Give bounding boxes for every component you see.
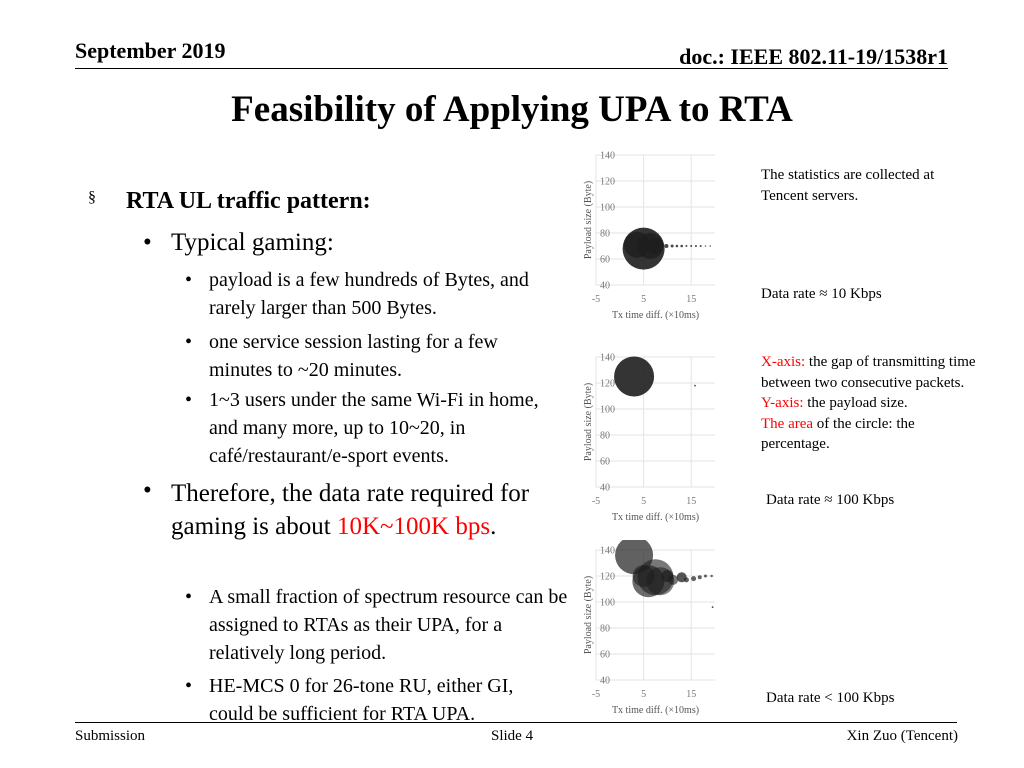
footer-submission: Submission: [75, 728, 146, 744]
y-tick-label: 80: [600, 623, 610, 635]
y-axis-title: Payload size (Byte): [583, 180, 594, 260]
bullet-dot: •: [185, 675, 193, 697]
scatter-chart-3: [575, 540, 755, 720]
footer-slide-number: Slide 4: [491, 728, 534, 744]
bullet-users: 1~3 users under the same Wi-Fi in home, and many more, up to 10~20, in café/restaurant/e-sport events.: [209, 389, 539, 467]
data-point: [698, 575, 702, 579]
note-data-rate-2: Data rate ≈ 100 Kbps: [766, 492, 895, 508]
data-point: [704, 575, 707, 578]
x-tick-label: 15: [686, 689, 697, 700]
x-axis-title: Tx time diff. (×10ms): [611, 705, 700, 716]
footer-divider: [75, 722, 957, 723]
y-tick-label: 100: [600, 202, 615, 214]
y-axis-title: Payload size (Byte): [583, 382, 594, 462]
y-tick-label: 60: [600, 456, 610, 468]
area-label: The area: [761, 415, 814, 432]
data-point: [684, 577, 689, 582]
data-point: [695, 245, 697, 247]
data-point: [658, 243, 664, 249]
scatter-chart-2: [575, 347, 755, 527]
data-point: [709, 245, 711, 247]
bullet-dot: •: [185, 331, 193, 353]
x-tick-label: -5: [591, 294, 601, 305]
plot-area: [596, 357, 715, 487]
data-point: [676, 245, 679, 248]
x-axis-title: Tx time diff. (×10ms): [611, 512, 700, 523]
note-axis-legend: X-axis: the gap of transmitting time between two consecutive packets. Y-axis: the payload size. The area of the circle: the percentage.: [761, 354, 976, 452]
bullet-session: one service session lasting for a few minutes to ~20 minutes.: [209, 331, 498, 381]
header-divider: [75, 68, 948, 69]
y-tick-label: 100: [600, 404, 615, 416]
bullet-typical-gaming: Typical gaming:: [171, 229, 334, 256]
bullet-he-mcs: HE-MCS 0 for 26-tone RU, either GI, could be sufficient for RTA UPA.: [209, 675, 514, 725]
y-tick-label: 100: [600, 597, 615, 609]
data-rate-highlight: 10K~100K bps: [336, 513, 491, 540]
footer-author: Xin Zuo (Tencent): [846, 728, 958, 744]
data-point: [694, 385, 696, 387]
x-tick-label: 15: [686, 294, 697, 305]
bullet-payload: payload is a few hundreds of Bytes, and rarely larger than 500 Bytes.: [209, 269, 529, 319]
y-axis-title: Payload size (Byte): [583, 575, 594, 655]
note-data-rate-3: Data rate < 100 Kbps: [766, 690, 895, 706]
y-tick-label: 120: [600, 378, 615, 390]
x-tick-label: -5: [591, 496, 601, 507]
data-point: [671, 245, 674, 248]
y-tick-label: 140: [600, 352, 615, 364]
header-date: September 2019: [75, 38, 226, 63]
y-tick-label: 40: [600, 482, 610, 494]
scatter-chart-1: [575, 145, 755, 325]
data-point: [614, 357, 654, 397]
data-point: [712, 606, 714, 608]
x-tick-label: 5: [641, 689, 647, 700]
data-point: [700, 245, 702, 247]
data-point: [685, 245, 687, 247]
y-tick-label: 120: [600, 176, 615, 188]
note-statistics: The statistics are collected at Tencent servers.: [761, 167, 935, 204]
x-tick-label: -5: [591, 689, 601, 700]
bullet-dot: •: [185, 586, 193, 608]
y-tick-label: 140: [600, 150, 615, 162]
bullet-dot: •: [185, 389, 193, 411]
x-axis-title: Tx time diff. (×10ms): [611, 310, 700, 321]
x-tick-label: 5: [641, 496, 647, 507]
x-tick-label: 15: [686, 496, 697, 507]
x-axis-label: X-axis:: [761, 354, 806, 370]
bullet-dot: •: [185, 269, 193, 291]
data-point: [690, 245, 692, 247]
data-point: [710, 575, 712, 577]
data-point: [691, 576, 696, 581]
data-point: [664, 244, 668, 248]
bullet-spectrum: A small fraction of spectrum resource can be assigned to RTAs as their UPA, for a relatively long period.: [209, 586, 568, 664]
x-tick-label: 5: [641, 294, 647, 305]
y-tick-label: 60: [600, 649, 610, 661]
data-point: [668, 575, 678, 585]
bullet-dot: •: [143, 477, 152, 504]
bullet-therefore: Therefore, the data rate required for gaming is about 10K~100K bps.: [171, 480, 530, 540]
data-point: [680, 245, 683, 248]
y-axis-label: Y-axis:: [761, 395, 804, 411]
y-tick-label: 120: [600, 571, 615, 583]
bullet-dot: •: [143, 229, 152, 256]
header-doc-id: doc.: IEEE 802.11-19/1538r1: [679, 44, 948, 69]
y-tick-label: 80: [600, 228, 610, 240]
y-tick-label: 140: [600, 545, 615, 557]
slide-title: Feasibility of Applying UPA to RTA: [231, 89, 793, 130]
y-tick-label: 80: [600, 430, 610, 442]
y-tick-label: 40: [600, 675, 610, 687]
y-tick-label: 60: [600, 254, 610, 266]
bullet-rta-ul-traffic: RTA UL traffic pattern:: [126, 188, 371, 214]
y-tick-label: 40: [600, 280, 610, 292]
bullet-marker-l1: §: [88, 189, 96, 206]
note-data-rate-1: Data rate ≈ 10 Kbps: [761, 286, 882, 302]
data-point: [705, 245, 707, 247]
